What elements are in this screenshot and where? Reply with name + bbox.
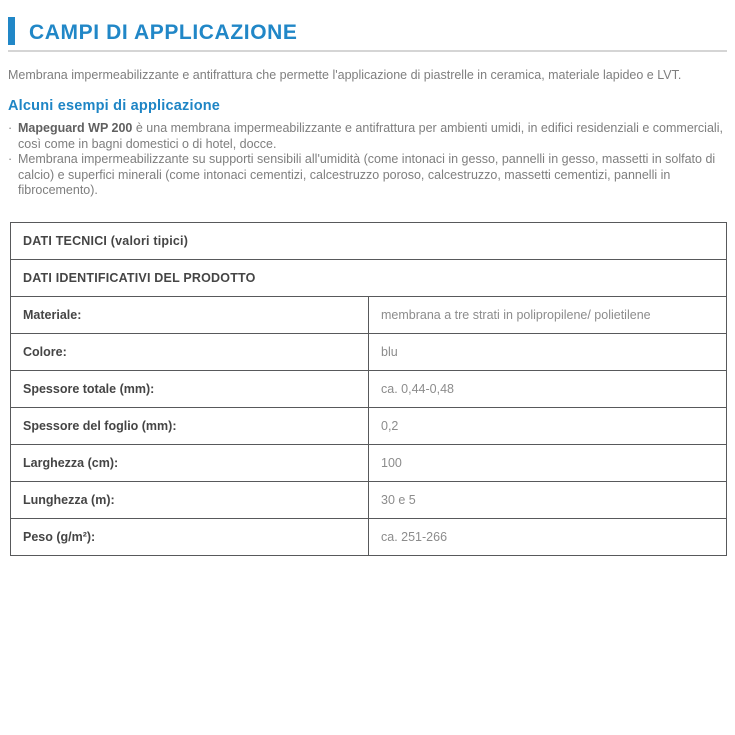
row-label: Larghezza (cm):: [11, 444, 369, 481]
table-row: [11, 481, 727, 518]
examples-list: [8, 121, 727, 199]
row-value: membrana a tre strati in polipropilene/ polietilene: [369, 296, 727, 333]
title-row: [8, 16, 727, 46]
table-row: [11, 370, 727, 407]
product-name: Mapeguard WP 200: [18, 121, 133, 135]
bullet-text: Membrana impermeabilizzante su supporti sensibili all'umidità (come intonaci in gesso, pannelli in gesso, massetti in solfato di calcio) e superfici minerali (come intonaci cementizi, calcestruzzo poroso, calcestruzzo, massetti cementizi, pannelli in fibrocemento).: [18, 152, 716, 197]
row-value: blu: [369, 333, 727, 370]
table-row: [11, 444, 727, 481]
examples-heading: Alcuni esempi di applicazione: [8, 98, 221, 114]
row-label: Lunghezza (m):: [11, 481, 369, 518]
row-value: ca. 0,44-0,48: [369, 370, 727, 407]
bullet-text-body: è una membrana impermeabilizzante e antifrattura per ambienti umidi, in edifici residenziali e commerciali, così come in bagni domestici o di hotel, docce.: [18, 121, 723, 151]
header-divider: [8, 50, 727, 52]
bullet-marker: ·: [8, 152, 13, 166]
table-section-title: DATI TECNICI (valori tipici): [11, 222, 727, 259]
list-item: [8, 152, 727, 199]
table-row: [11, 333, 727, 370]
row-label: Peso (g/m²):: [11, 518, 369, 555]
row-label: Spessore totale (mm):: [11, 370, 369, 407]
table-row: [11, 518, 727, 555]
row-label: Colore:: [11, 333, 369, 370]
list-item: [8, 121, 727, 152]
bullet-marker: ·: [8, 121, 13, 135]
row-value: ca. 251-266: [369, 518, 727, 555]
table-section-row: [11, 222, 727, 259]
table-section-title: DATI IDENTIFICATIVI DEL PRODOTTO: [11, 259, 727, 296]
accent-bar: [8, 17, 15, 45]
table-row: [11, 296, 727, 333]
row-value: 0,2: [369, 407, 727, 444]
page-title: CAMPI DI APPLICAZIONE: [29, 20, 298, 44]
row-value: 100: [369, 444, 727, 481]
row-label: Spessore del foglio (mm):: [11, 407, 369, 444]
technical-data-table: [10, 222, 727, 556]
table-section-row: [11, 259, 727, 296]
section-header: [8, 16, 727, 52]
bullet-text: [18, 121, 727, 152]
row-label: Materiale:: [11, 296, 369, 333]
intro-paragraph: Membrana impermeabilizzante e antifrattura che permette l'applicazione di piastrelle in ceramica, materiale lapideo e LVT.: [8, 68, 682, 82]
row-value: 30 e 5: [369, 481, 727, 518]
table-row: [11, 407, 727, 444]
